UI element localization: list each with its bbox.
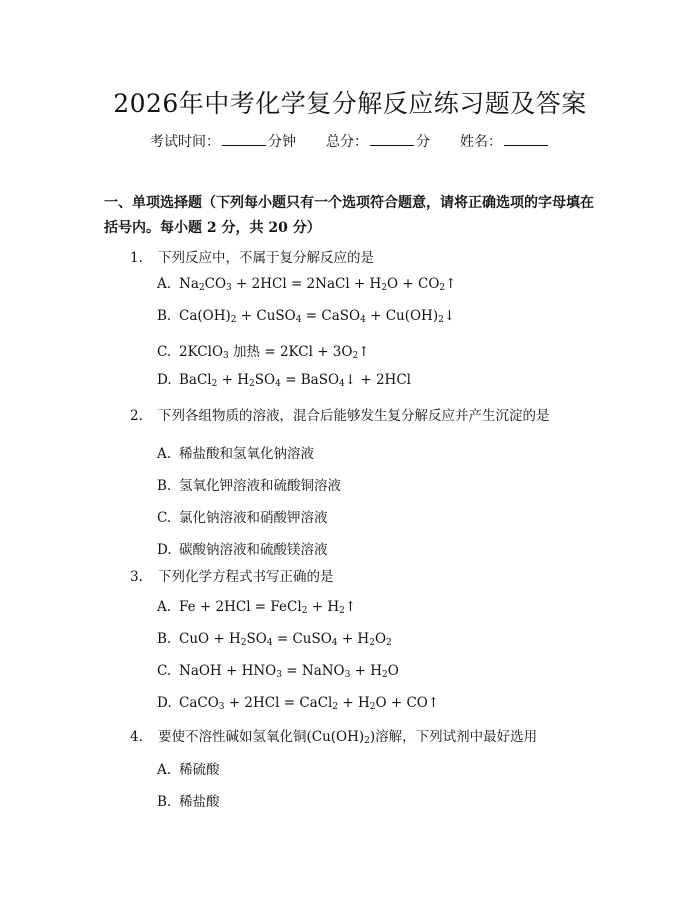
option-text: 碳酸钠溶液和硫酸镁溶液 [179,542,328,558]
question-number: 2. [130,408,143,424]
name-field [460,131,550,151]
section-title: 一、单项选择题（下列每小题只有一个选项符合题意，请将正确选项的字母填在括号内。每小题 2 分，共 20 分） [104,195,594,236]
option-1-c[interactable] [157,340,370,361]
option-1-a[interactable] [157,276,456,293]
time-unit: 分钟 [268,134,296,150]
page-title: 2026年中考化学复分解反应练习题及答案 [113,89,587,118]
option-text: 稀硫酸 [179,762,220,778]
option-text: $Ca(OH)_2$ + CuSO$_4$ = CaSO$_4$ + $Cu(OH)_2↓$ [179,308,456,325]
exam-meta [0,131,700,151]
option-3-d[interactable] [157,695,439,712]
option-2-d[interactable] [157,538,328,558]
score-blank[interactable] [370,132,414,146]
option-3-c[interactable] [157,663,399,680]
question-3 [130,565,334,585]
option-label: C. [157,663,172,679]
option-text: NaOH + $HNO_3$ = NaNO$_3$ + $H_2O$ [179,663,399,680]
score-field [326,131,430,151]
time-field [150,131,296,151]
option-text: 氢氧化钾溶液和硫酸铜溶液 [179,478,341,494]
option-label: D. [157,372,172,388]
option-text: CaCO$_3$ + 2HCl = CaCl$_2$ + $H_2O$ + CO↑ [179,695,440,712]
score-label: 总分： [326,134,368,150]
option-label: A. [157,599,172,615]
question-stem: 要使不溶性碱如氢氧化铜$(Cu(OH)_2)$溶解，下列试剂中最好选用 [158,729,538,746]
question-stem: 下列化学方程式书写正确的是 [158,569,334,585]
question-stem: 下列各组物质的溶液，混合后能够发生复分解反应并产生沉淀的是 [158,408,550,424]
question-number: 4. [130,729,143,745]
option-2-a[interactable] [157,442,314,462]
option-label: B. [157,308,172,324]
question-stem: 下列反应中，不属于复分解反应的是 [158,250,374,266]
option-1-d[interactable] [157,372,411,389]
question-1 [130,246,374,266]
question-2 [130,404,550,424]
option-text: 稀盐酸 [179,794,220,810]
option-text: $Na_2CO_3 + 2HCl$ = 2NaCl + $H_2O$ + $CO_2↑$ [179,276,457,293]
option-text: 2KClO$_3$ 加热 = $2KCl + 3O_2↑$ [179,344,370,361]
option-label: D. [157,695,172,711]
option-label: C. [157,510,172,526]
question-4 [130,725,537,746]
time-label: 考试时间： [150,134,220,150]
option-label: B. [157,631,172,647]
option-label: C. [157,344,172,360]
name-label: 姓名： [460,134,502,150]
option-label: D. [157,542,172,558]
score-unit: 分 [416,134,430,150]
option-label: B. [157,478,172,494]
option-text: BaCl$_2$ + $H_2SO_4$ = BaSO$_4$↓ + 2HCl [179,372,411,389]
option-text: Fe + 2HCl = FeCl$_2$ + $H_2↑$ [179,599,357,616]
option-label: A. [157,276,172,292]
question-number: 3. [130,569,143,585]
option-text: 氯化钠溶液和硝酸钾溶液 [179,510,328,526]
option-label: A. [157,446,172,462]
option-label: A. [157,762,172,778]
question-number: 1. [130,250,143,266]
option-3-b[interactable] [157,631,392,648]
option-text: 稀盐酸和氢氧化钠溶液 [179,446,314,462]
option-2-b[interactable] [157,474,341,494]
option-2-c[interactable] [157,506,328,526]
time-blank[interactable] [222,132,266,146]
option-4-b[interactable] [157,790,220,810]
option-3-a[interactable] [157,599,356,616]
option-label: B. [157,794,172,810]
option-4-a[interactable] [157,758,220,778]
option-1-b[interactable] [157,308,455,325]
option-text: CuO + $H_2SO_4$ = CuSO$_4$ + $H_2O_2$ [179,631,392,648]
name-blank[interactable] [504,132,548,146]
